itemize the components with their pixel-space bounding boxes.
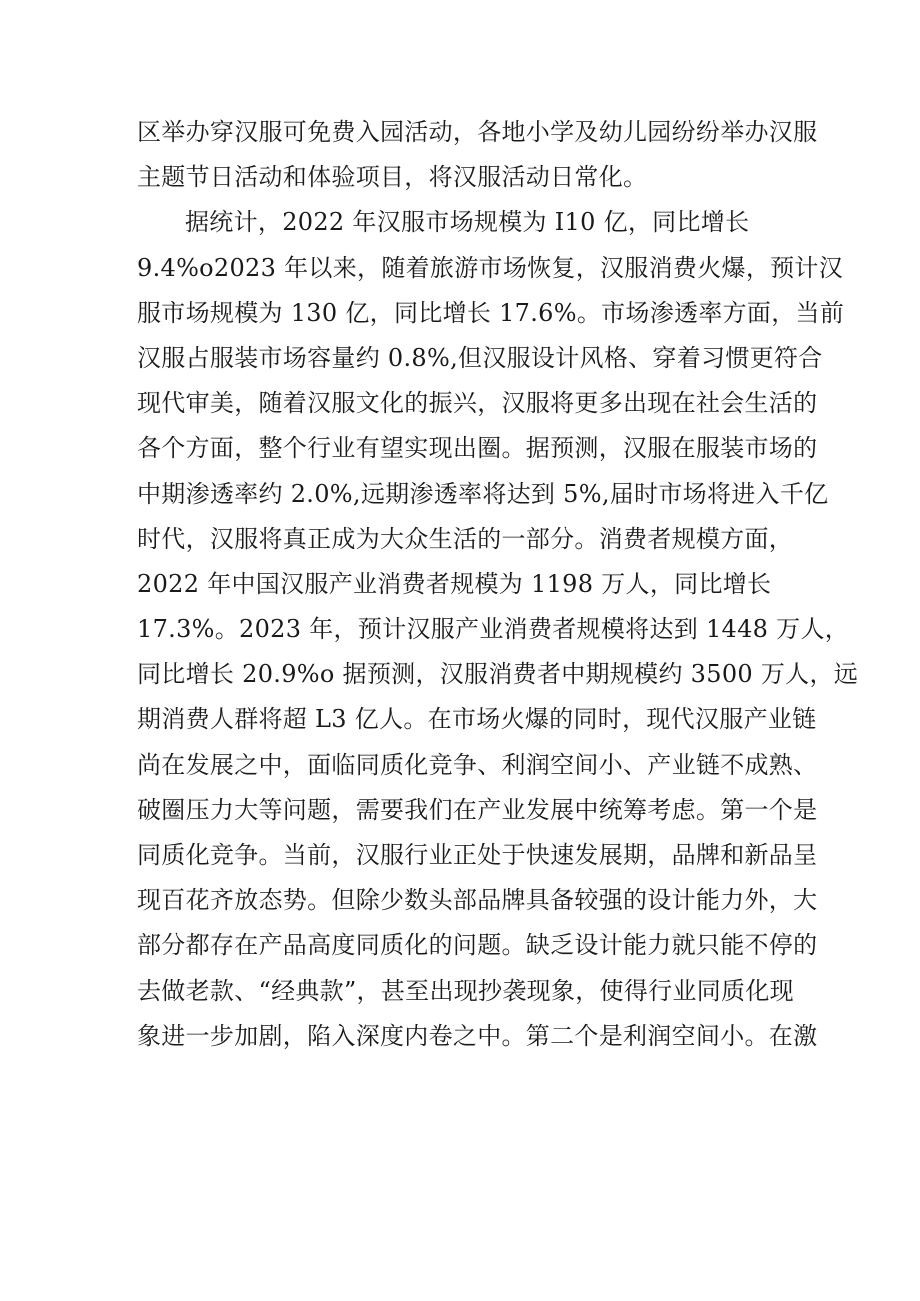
text-line: 现百花齐放态势。但除少数头部品牌具备较强的设计能力外，大 [137,886,818,915]
text-line: 象进一步加剧，陷入深度内卷之中。第二个是利润空间小。在激 [137,1021,818,1050]
text-line: 期消费人群将超 L3 亿人。在市场火爆的同时，现代汉服产业链 [137,705,817,734]
text-line: 部分都存在产品高度同质化的问题。缺乏设计能力就只能不停的 [137,931,818,960]
text-line: 去做老款、“经典款”，甚至出现抄袭现象，使得行业同质化现 [137,976,794,1005]
text-line: 2022 年中国汉服产业消费者规模为 1198 万人，同比增长 [137,569,772,598]
text-line: 各个方面，整个行业有望实现出圈。据预测，汉服在服装市场的 [137,434,818,463]
text-line: 同质化竞争。当前，汉服行业正处于快速发展期，品牌和新品呈 [137,841,818,869]
text-line: 主题节日活动和体验项目，将汉服活动日常化。 [137,163,648,192]
text-line: 区举办穿汉服可免费入园活动，各地小学及幼儿园纷纷举办汉服 [137,118,818,146]
text-line: 服市场规模为 130 亿，同比增长 17.6%。市场渗透率方面，当前 [137,298,845,327]
text-line: 中期渗透率约 2.0%,远期渗透率将达到 5%,届时市场将进入千亿 [137,479,829,508]
text-line: 破圈压力大等问题，需要我们在产业发展中统筹考虑。第一个是 [137,795,818,824]
text-line: 时代，汉服将真正成为大众生活的一部分。消费者规模方面， [137,524,794,553]
text-line: 17.3%。2023 年，预计汉服产业消费者规模将达到 1448 万人， [137,615,850,644]
body-text [137,110,859,1059]
text-line: 同比增长 20.9%o 据预测，汉服消费者中期规模约 3500 万人，远 [137,660,859,689]
text-line: 现代审美，随着汉服文化的振兴，汉服将更多出现在社会生活的 [137,389,818,418]
paragraph-start-line: 据统计，2022 年汉服市场规模为 I10 亿，同比增长 [185,208,750,237]
text-line: 9.4%o2023 年以来，随着旅游市场恢复，汉服消费火爆，预计汉 [137,253,844,282]
text-line: 尚在发展之中，面临同质化竞争、利润空间小、产业链不成熟、 [137,750,818,779]
text-line: 汉服占服装市场容量约 0.8%,但汉服设计风格、穿着习惯更符合 [137,343,823,372]
